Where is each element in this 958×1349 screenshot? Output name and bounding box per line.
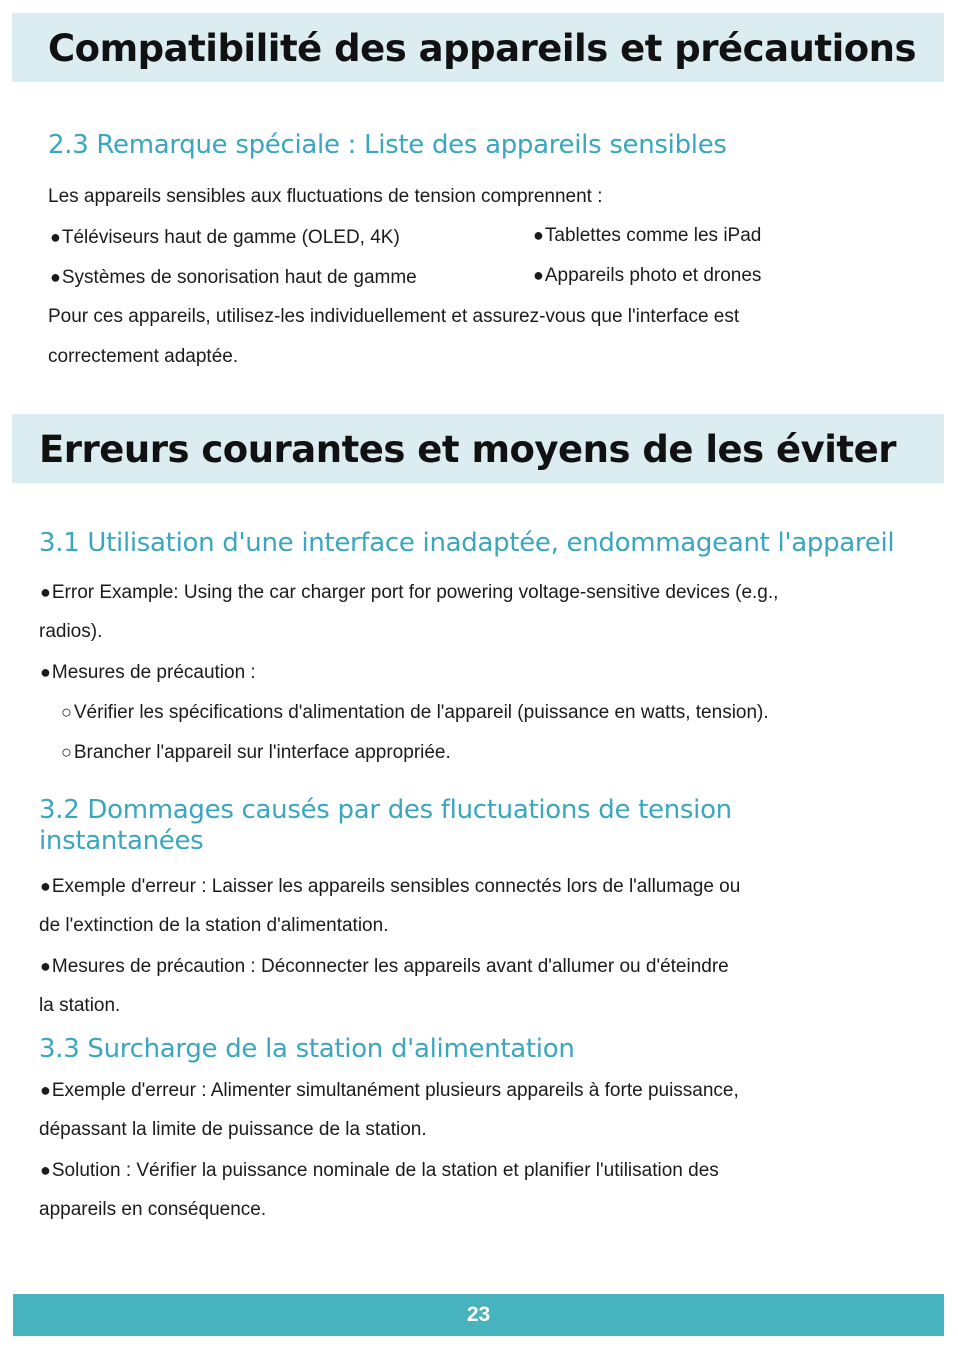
- bullet-icon: ●: [40, 876, 51, 896]
- section-title: Compatibilité des appareils et précautions: [48, 27, 917, 70]
- sub-list-item: ○ Vérifier les spécifications d'alimentation de l'appareil (puissance en watts, tension).: [61, 702, 769, 723]
- list-item: ●Appareils photo et drones: [533, 265, 762, 286]
- precaution-text: ●Mesures de précaution : Déconnecter les appareils avant d'allumer ou d'éteindre: [40, 956, 729, 977]
- bullet-icon: ●: [40, 582, 51, 602]
- bullet-icon: ●: [40, 662, 51, 682]
- subsection-heading: 3.1 Utilisation d'une interface inadaptée, endommageant l'appareil: [39, 528, 895, 558]
- list-item: ●Systèmes de sonorisation haut de gamme: [50, 267, 417, 288]
- subsection-heading: 2.3 Remarque spéciale : Liste des appareils sensibles: [48, 130, 727, 160]
- circle-bullet-icon: ○: [61, 702, 72, 722]
- bullet-icon: ●: [40, 1080, 51, 1100]
- section-header-band: [12, 13, 944, 82]
- page-number: 23: [466, 1303, 491, 1326]
- error-example-cont: dépassant la limite de puissance de la station.: [39, 1119, 427, 1140]
- note-text: correctement adaptée.: [48, 346, 239, 367]
- bullet-icon: ●: [533, 225, 544, 245]
- error-example-cont: radios).: [39, 621, 103, 642]
- subsection-heading: 3.3 Surcharge de la station d'alimentation: [39, 1034, 575, 1064]
- bullet-icon: ●: [533, 265, 544, 285]
- section-header-band: [12, 414, 944, 483]
- bullet-icon: ●: [40, 1160, 51, 1180]
- page-footer: [13, 1294, 944, 1336]
- intro-text: Les appareils sensibles aux fluctuations de tension comprennent :: [48, 186, 603, 207]
- section-title: Erreurs courantes et moyens de les éviter: [39, 428, 896, 471]
- error-example: ●Error Example: Using the car charger port for powering voltage-sensitive devices (e.g.,: [40, 582, 779, 603]
- error-example: ●Exemple d'erreur : Alimenter simultanément plusieurs appareils à forte puissance,: [40, 1080, 739, 1101]
- precaution-text-cont: la station.: [39, 995, 121, 1016]
- error-example: ●Exemple d'erreur : Laisser les appareils sensibles connectés lors de l'allumage ou: [40, 876, 741, 897]
- list-item: ●Tablettes comme les iPad: [533, 225, 762, 246]
- bullet-icon: ●: [50, 267, 61, 287]
- sub-list-item: ○ Brancher l'appareil sur l'interface appropriée.: [61, 742, 451, 763]
- solution-text: ●Solution : Vérifier la puissance nominale de la station et planifier l'utilisation des: [40, 1160, 719, 1181]
- solution-text-cont: appareils en conséquence.: [39, 1199, 267, 1220]
- list-item: ●Téléviseurs haut de gamme (OLED, 4K): [50, 227, 400, 248]
- bullet-icon: ●: [40, 956, 51, 976]
- circle-bullet-icon: ○: [61, 742, 72, 762]
- bullet-icon: ●: [50, 227, 61, 247]
- error-example-cont: de l'extinction de la station d'alimentation.: [39, 915, 389, 936]
- precaution-label: ●Mesures de précaution :: [40, 662, 256, 683]
- note-text: Pour ces appareils, utilisez-les individuellement et assurez-vous que l'interface est: [48, 306, 740, 327]
- subsection-heading: 3.2 Dommages causés par des fluctuations de tension instantanées: [39, 795, 732, 856]
